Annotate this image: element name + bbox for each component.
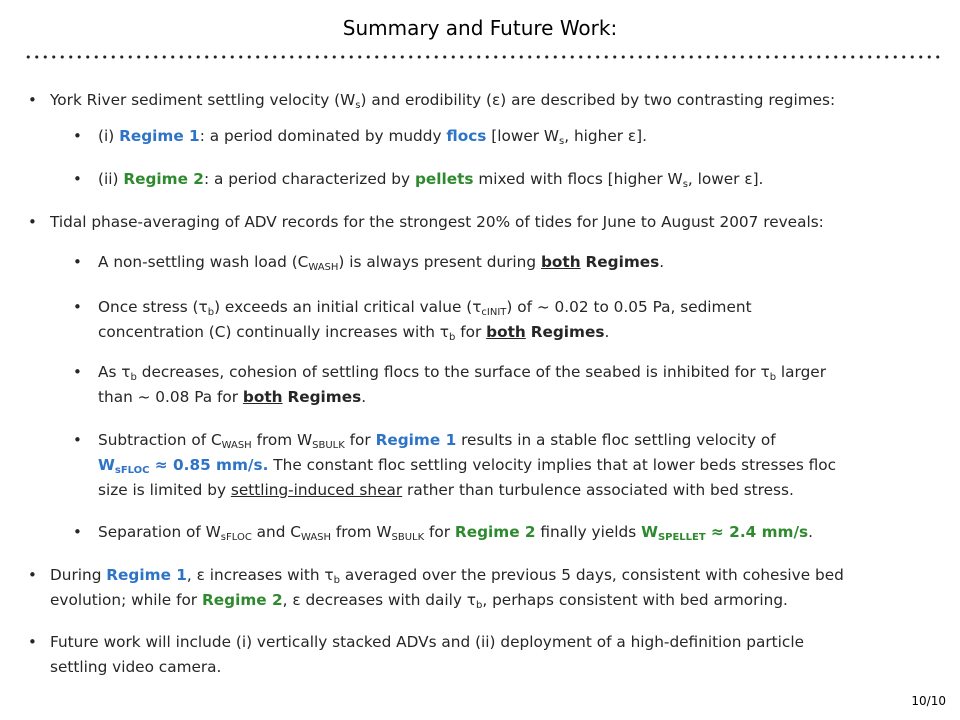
bullet-regime-2: (ii) Regime 2: a period characterized by pellets mixed with flocs [higher $W_s$, lower ε]. <box>98 170 764 190</box>
bullet-erodibility-line-2: evolution; while for Regime 2, ε decreases with daily $\tau_b$, perhaps consistent with bed armoring. <box>50 591 788 611</box>
bullet-pellet-separation: Separation of $W_{sFLOC}$ and $C_{WASH}$ from $W_{SBULK}$ for Regime 2 finally yields $W_{SPELLET} \approx 2.4$ mm/s. <box>98 523 814 543</box>
bullet-cohesion-line-1: As $\tau_b$ decreases, cohesion of settling flocs to the surface of the seabed is inhibited for $\tau_b$ larger <box>98 363 826 383</box>
bullet-cohesion-line-2: than ~ 0.08 Pa for both Regimes. <box>98 388 367 406</box>
bullet-glyph: • <box>73 170 82 188</box>
bullet-glyph: • <box>73 363 82 381</box>
bullet-future-work-line-1: Future work will include (i) vertically stacked ADVs and (ii) deployment of a high-definition particle <box>50 633 804 651</box>
bullet-tidal-phase-averaging: Tidal phase-averaging of ADV records for the strongest 20% of tides for June to August 2007 reveals: <box>50 213 824 231</box>
bullet-glyph: • <box>73 523 82 541</box>
bullet-glyph: • <box>73 253 82 271</box>
bullet-future-work-line-2: settling video camera. <box>50 658 222 676</box>
bullet-wash-load: A non-settling wash load $(C_{WASH})$ is always present during both Regimes. <box>98 253 665 273</box>
bullet-regime-1: (i) Regime 1: a period dominated by muddy flocs [lower $W_s$, higher ε]. <box>98 127 648 147</box>
bullet-glyph: • <box>28 633 37 651</box>
bullet-erodibility-line-1: During Regime 1, ε increases with $\tau_b$ averaged over the previous 5 days, consistent with cohesive bed <box>50 566 844 586</box>
page-number: 10/10 <box>911 694 946 708</box>
bullet-glyph: • <box>28 91 37 109</box>
bullet-glyph: • <box>73 298 82 316</box>
bullet-floc-settling-line-3: size is limited by settling-induced shear rather than turbulence associated with bed stress. <box>98 481 794 499</box>
bullet-glyph: • <box>73 431 82 449</box>
bullet-glyph: • <box>73 127 82 145</box>
bullet-glyph: • <box>28 213 37 231</box>
slide-title: Summary and Future Work: <box>342 16 618 40</box>
bullet-glyph: • <box>28 566 37 584</box>
bullet-floc-settling-line-1: Subtraction of $C_{WASH}$ from $W_{SBULK}$ for Regime 1 results in a stable floc settling velocity of <box>98 431 776 451</box>
bullet-floc-settling-line-2: $W_{sFLOC} \approx 0.85$ mm/s. The constant floc settling velocity implies that at lower beds stresses floc <box>98 456 837 476</box>
bullet-critical-stress-line-1: Once stress $(\tau_b)$ exceeds an initial critical value $(\tau_{cINIT})$ of ~ 0.02 to 0.05 Pa, sediment <box>98 298 752 318</box>
bullet-critical-stress-line-2: concentration (C) continually increases with $\tau_b$ for both Regimes. <box>98 323 610 343</box>
bullet-settling-velocity: York River sediment settling velocity $(W_s)$ and erodibility (ε) are described by two contrasting regimes: <box>50 91 836 111</box>
